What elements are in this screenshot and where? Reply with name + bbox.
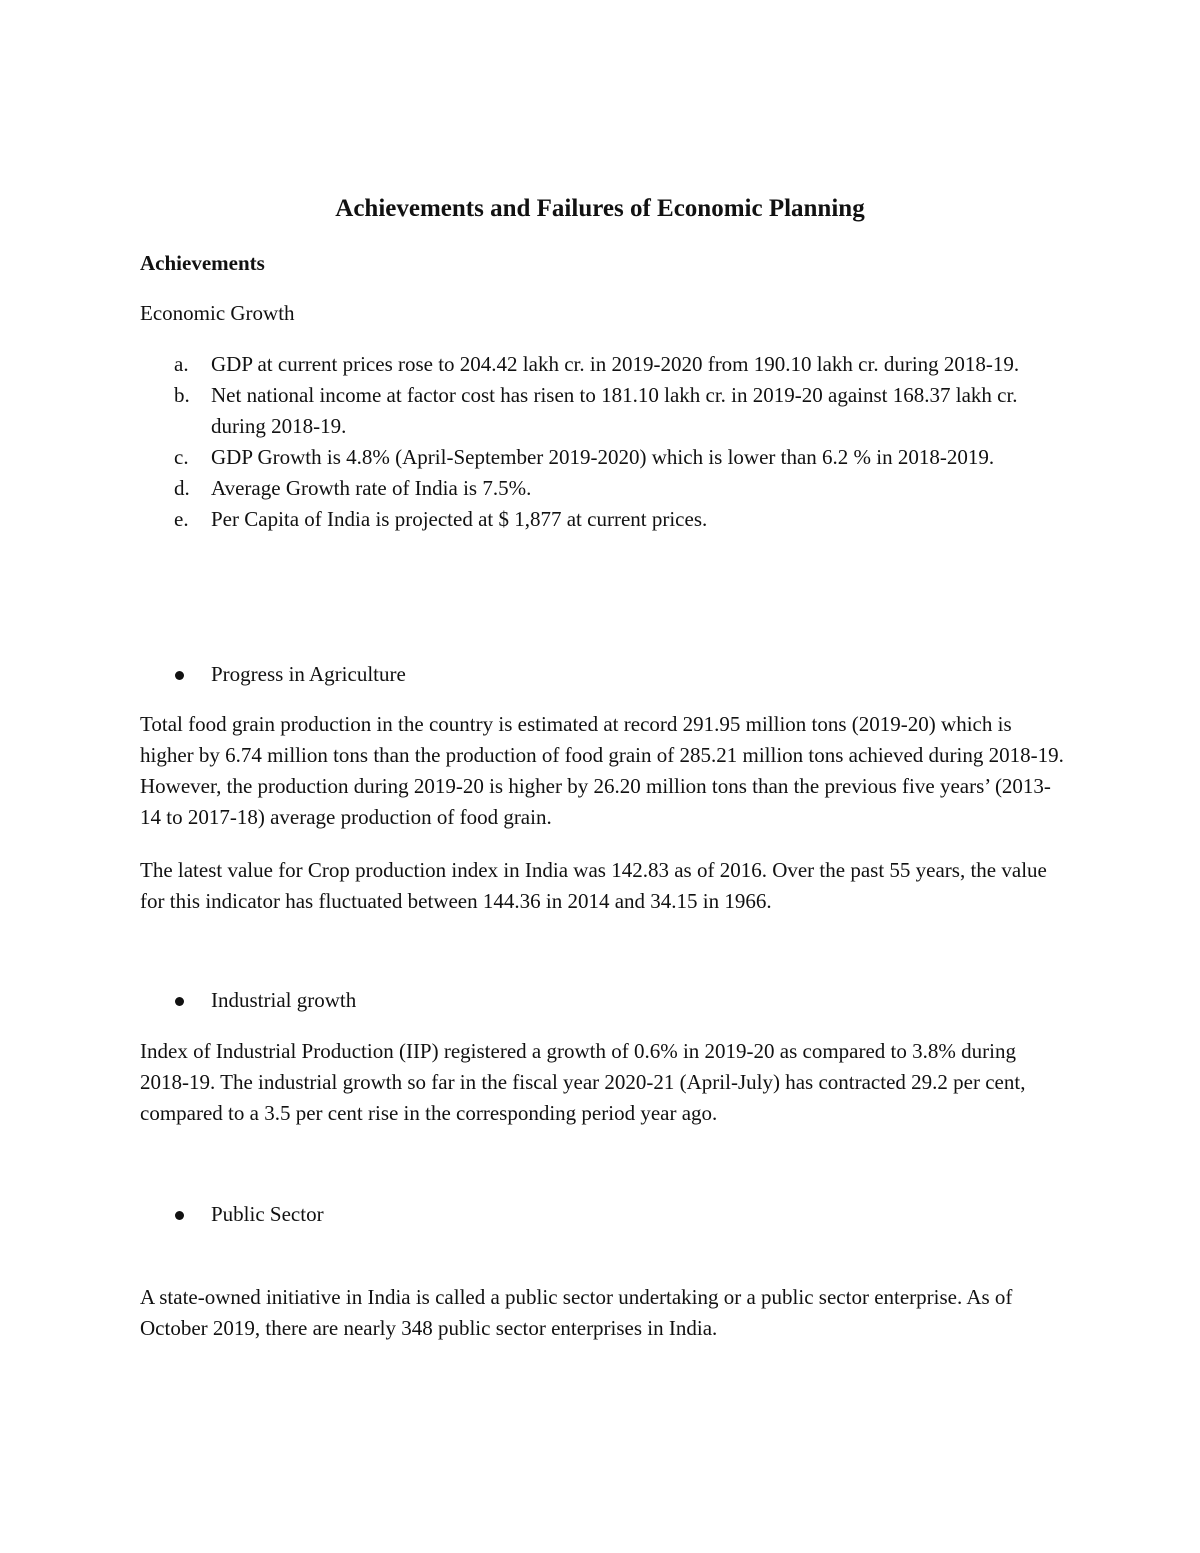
list-marker: d. [174,476,190,500]
list-marker: b. [174,383,190,407]
list-item [140,504,1060,535]
list-item-text: GDP Growth is 4.8% (April-September 2019-2020) which is lower than 6.2 % in 2018-2019. [211,445,995,469]
bullet-label: Progress in Agriculture [211,662,406,686]
section-heading-achievements: Achievements [140,251,265,275]
document-title: Achievements and Failures of Economic Planning [335,195,865,222]
bullet-dot-icon [175,1211,184,1220]
list-item-text: Average Growth rate of India is 7.5%. [211,476,532,500]
list-item [140,349,1060,380]
paragraph-crop-index: The latest value for Crop production index in India was 142.83 as of 2016. Over the past 55 years, the value for this indicator has fluctuated between 144.36 in 2014 and 34.15 in 1966. [140,858,1047,913]
economic-growth-list [140,349,1060,535]
list-item [140,380,1060,442]
bullet-dot-icon [175,671,184,680]
paragraph-agriculture-production: Total food grain production in the country is estimated at record 291.95 million tons (2019-20) which is higher by 6.74 million tons than the production of food grain of 285.21 million tons achieved during 2018-19. However, the production during 2019-20 is higher by 26.20 million tons than the previous five years’ (2013-14 to 2017-18) average production of food grain. [140,712,1064,829]
list-marker: c. [174,445,189,469]
list-item [140,442,1060,473]
list-item-text: GDP at current prices rose to 204.42 lakh cr. in 2019-2020 from 190.10 lakh cr. during 2018-19. [211,352,1020,376]
subheading-economic-growth: Economic Growth [140,301,295,325]
list-marker: e. [174,507,189,531]
list-item [140,473,1060,504]
paragraph-industrial-production: Index of Industrial Production (IIP) registered a growth of 0.6% in 2019-20 as compared to 3.8% during 2018-19. The industrial growth so far in the fiscal year 2020-21 (April-July) has contracted 29.2 per cent, compared to a 3.5 per cent rise in the corresponding period year ago. [140,1039,1026,1125]
bullet-label: Public Sector [211,1202,324,1226]
list-marker: a. [174,352,189,376]
paragraph-public-sector: A state-owned initiative in India is called a public sector undertaking or a public sector enterprise. As of October 2019, there are nearly 348 public sector enterprises in India. [140,1285,1013,1340]
list-item-text: Net national income at factor cost has risen to 181.10 lakh cr. in 2019-20 against 168.37 lakh cr. during 2018-19. [211,383,1018,438]
bullet-dot-icon [175,997,184,1006]
list-item-text: Per Capita of India is projected at $ 1,877 at current prices. [211,507,708,531]
bullet-label: Industrial growth [211,988,357,1012]
